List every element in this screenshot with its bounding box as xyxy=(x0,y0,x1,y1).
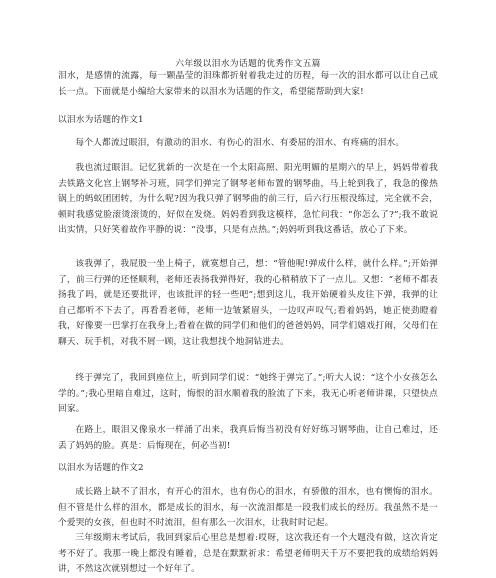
essay2-paragraph-1: 成长路上缺不了泪水，有开心的泪水，也有伤心的泪水，有骄傲的泪水，也有懊悔的泪水。但不管是什么样的泪水，都是成长的泪水，每一次流泪都是一段我们成长的经历。我虽然不是一个爱哭的女孩，但也时不时流泪，但有那么一次泪水，让我时时记起。 xyxy=(58,487,438,528)
essay2-paragraph-2: 三年级期末考试后，我回到家后心里总是想着:哎呀，这次我还有一个大题没有做，这次肯定考不好了。我那一晚上都没有睡着，总是在默默祈求：希望老师明天千万不要把我的成绩给妈妈讲，不然这次就别想过一个好年了。 xyxy=(58,533,438,574)
essay1-heading: 以泪水为话题的作文1 xyxy=(58,115,144,125)
essay1-paragraph-5: 在路上，眼泪又像泉水一样涌了出来，我真后悔当初没有好好练习钢琴曲，让自己难过，还丢了妈妈的脸。真是：后悔现在，何必当初! xyxy=(58,425,438,451)
intro-paragraph: 泪水，是感情的流露，每一颗晶莹的泪珠都折射着我走过的历程，每一次的泪水都可以让自己成长一点。下面就是小编给大家带来的以泪水为话题的作文，希望能帮助到大家! xyxy=(58,71,438,97)
document-title: 六年级以泪水为话题的优秀作文五篇 xyxy=(175,59,321,69)
essay2-heading: 以泪水为话题的作文2 xyxy=(58,463,144,473)
essay1-paragraph-2: 我也流过眼泪。记忆犹新的一次是在一个太阳高照、阳光明媚的星期六的早上，妈妈带着我去铁路文化宫上钢琴补习班，同学们弹完了钢琴老师布置的钢琴曲，马上轮到我了，我急的像热锅上的蚂蚁团团转，为什么呢?因为我只弹了钢琴曲的前三行，后六行压根没练过，完全就不会，顿时我感觉脸滚烫滚烫的，好似在发烧。妈妈看到我这模样，急忙问我：“你怎么了?”;我不敢说出实情，只好笑着故作平静的说：“没事，只是有点热。”;妈妈听到我这番话，放心了下来。 xyxy=(58,163,438,235)
essay1-paragraph-4: 终于弹完了，我回到座位上，听到同学们说：“她终于弹完了。”;听大人说：“这个小女孩怎么学的。”;我心里暗自难过，这时，悔恨的泪水顺着我的脸流了下来，我无心听老师讲课，只望快点回家。 xyxy=(58,373,438,414)
essay1-paragraph-1: 每个人都流过眼泪，有激动的泪水、有伤心的泪水、有委屈的泪水、有疼痛的泪水。 xyxy=(75,138,405,148)
essay1-paragraph-3: 该我弹了，我屁股一坐上椅子，就寞想自己，想：“管他呢!弹成什么样，就什么样。”;开始弹了，前三行弹的还怪顺利，老师还表扬我弹得好，我的心稍稍放下了一点儿。又想：“老师不都表扬我了吗，就是还要批评，也该批评的轻一些吧”;想到这儿，我开始硬着头皮往下弹，我弹的让自己都听不下去了，再看看老师，老师一边皱紧眉头，一边叹声叹气;看着妈妈，她正使劲瞪着我，好像要一巴掌打在我身上;看着在做的同学们和他们的爸爸妈妈，同学们嬉戏打闹，父母们在聊天、玩手机，对我不屑一顾，这让我想找个地洞钻进去。 xyxy=(58,259,438,347)
